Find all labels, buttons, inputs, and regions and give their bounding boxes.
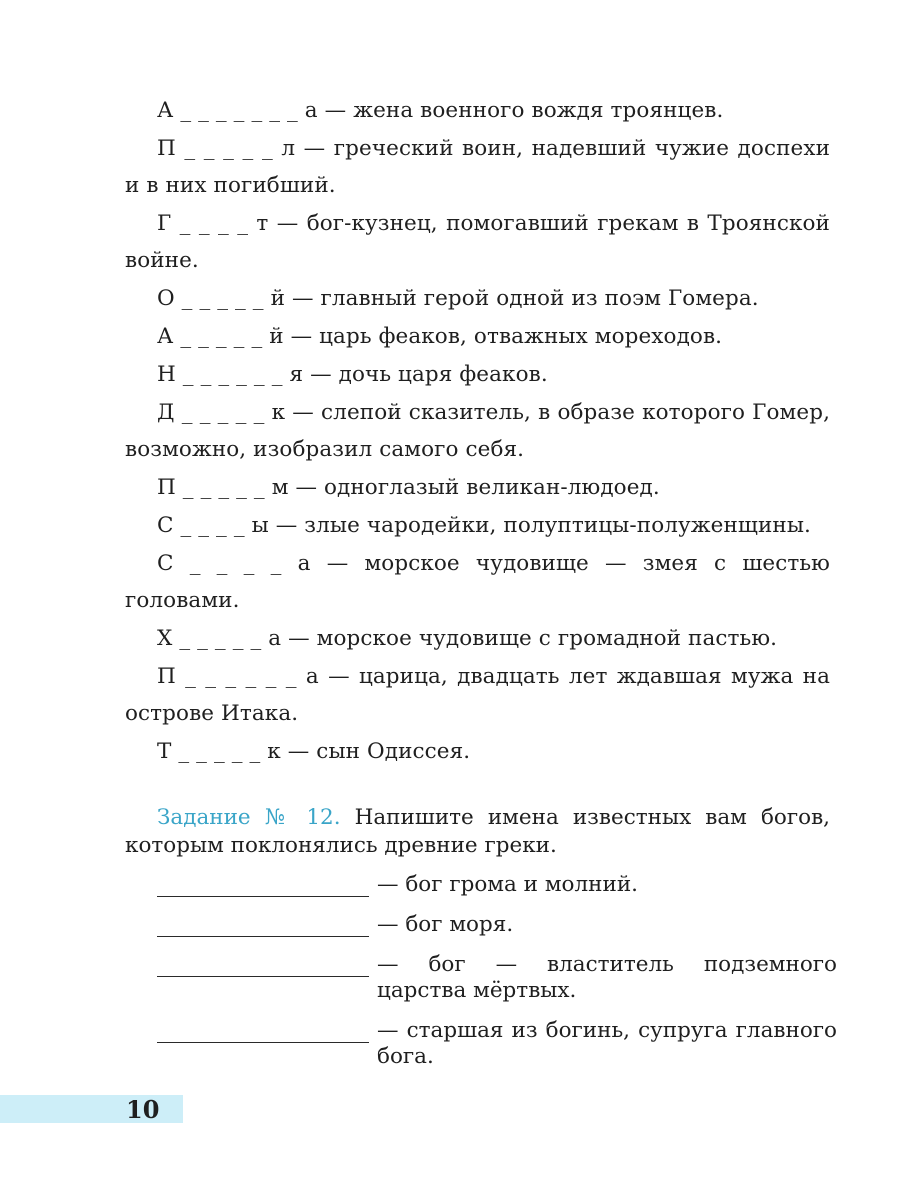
clue-item: Д _ _ _ _ _ к — слепой сказитель, в образе которого Гомер, возможно, изобразил самого себя. (125, 400, 830, 462)
god-row (157, 952, 837, 1004)
god-description: — старшая из богинь, супруга главного бога. (377, 1018, 837, 1069)
clue-item: А _ _ _ _ _ _ _ а — жена военного вождя троянцев. (157, 98, 724, 123)
answer-blank-line[interactable] (157, 869, 369, 897)
task-text: Напишите имена известных вам богов, которым поклонялись древние греки. (125, 805, 831, 858)
clue-item: Г _ _ _ _ т — бог-кузнец, помогавший грекам в Троянской войне. (125, 211, 830, 273)
clue-item: О _ _ _ _ _ й — главный герой одной из поэм Гомера. (157, 286, 759, 311)
clue-item: П _ _ _ _ _ _ а — царица, двадцать лет ждавшая мужа на острове Итака. (125, 664, 830, 726)
clue-item: Х _ _ _ _ _ а — морское чудовище с громадной пастью. (157, 626, 778, 651)
clue-item: Т _ _ _ _ _ к — сын Одиссея. (157, 739, 471, 764)
clue-item: П _ _ _ _ _ л — греческий воин, надевший чужие доспехи и в них погибший. (125, 136, 830, 198)
clue-item: С _ _ _ _ а — морское чудовище — змея с шестью головами. (125, 551, 830, 613)
answer-blank-line[interactable] (157, 949, 369, 977)
clue-item: А _ _ _ _ _ й — царь феаков, отважных мореходов. (157, 324, 723, 349)
god-description: — бог — властитель подземного царства мёртвых. (377, 952, 837, 1003)
gods-fill-in-list (157, 872, 837, 1084)
task-indent (125, 805, 157, 830)
task-title: Задание № 12. (157, 805, 341, 830)
answer-blank-line[interactable] (157, 1015, 369, 1043)
god-description: — бог грома и молний. (377, 872, 638, 897)
clue-item: С _ _ _ _ ы — злые чародейки, полуптицы-полуженщины. (157, 513, 811, 538)
clue-item: Н _ _ _ _ _ _ я — дочь царя феаков. (157, 362, 548, 387)
clue-list (125, 92, 830, 771)
task-12 (125, 804, 830, 860)
god-row (157, 1018, 837, 1070)
page-number: 10 (126, 1095, 160, 1124)
god-row (157, 912, 837, 938)
answer-blank-line[interactable] (157, 909, 369, 937)
god-row (157, 872, 837, 898)
god-description: — бог моря. (377, 912, 514, 937)
clue-item: П _ _ _ _ _ м — одноглазый великан-людоед. (157, 475, 660, 500)
